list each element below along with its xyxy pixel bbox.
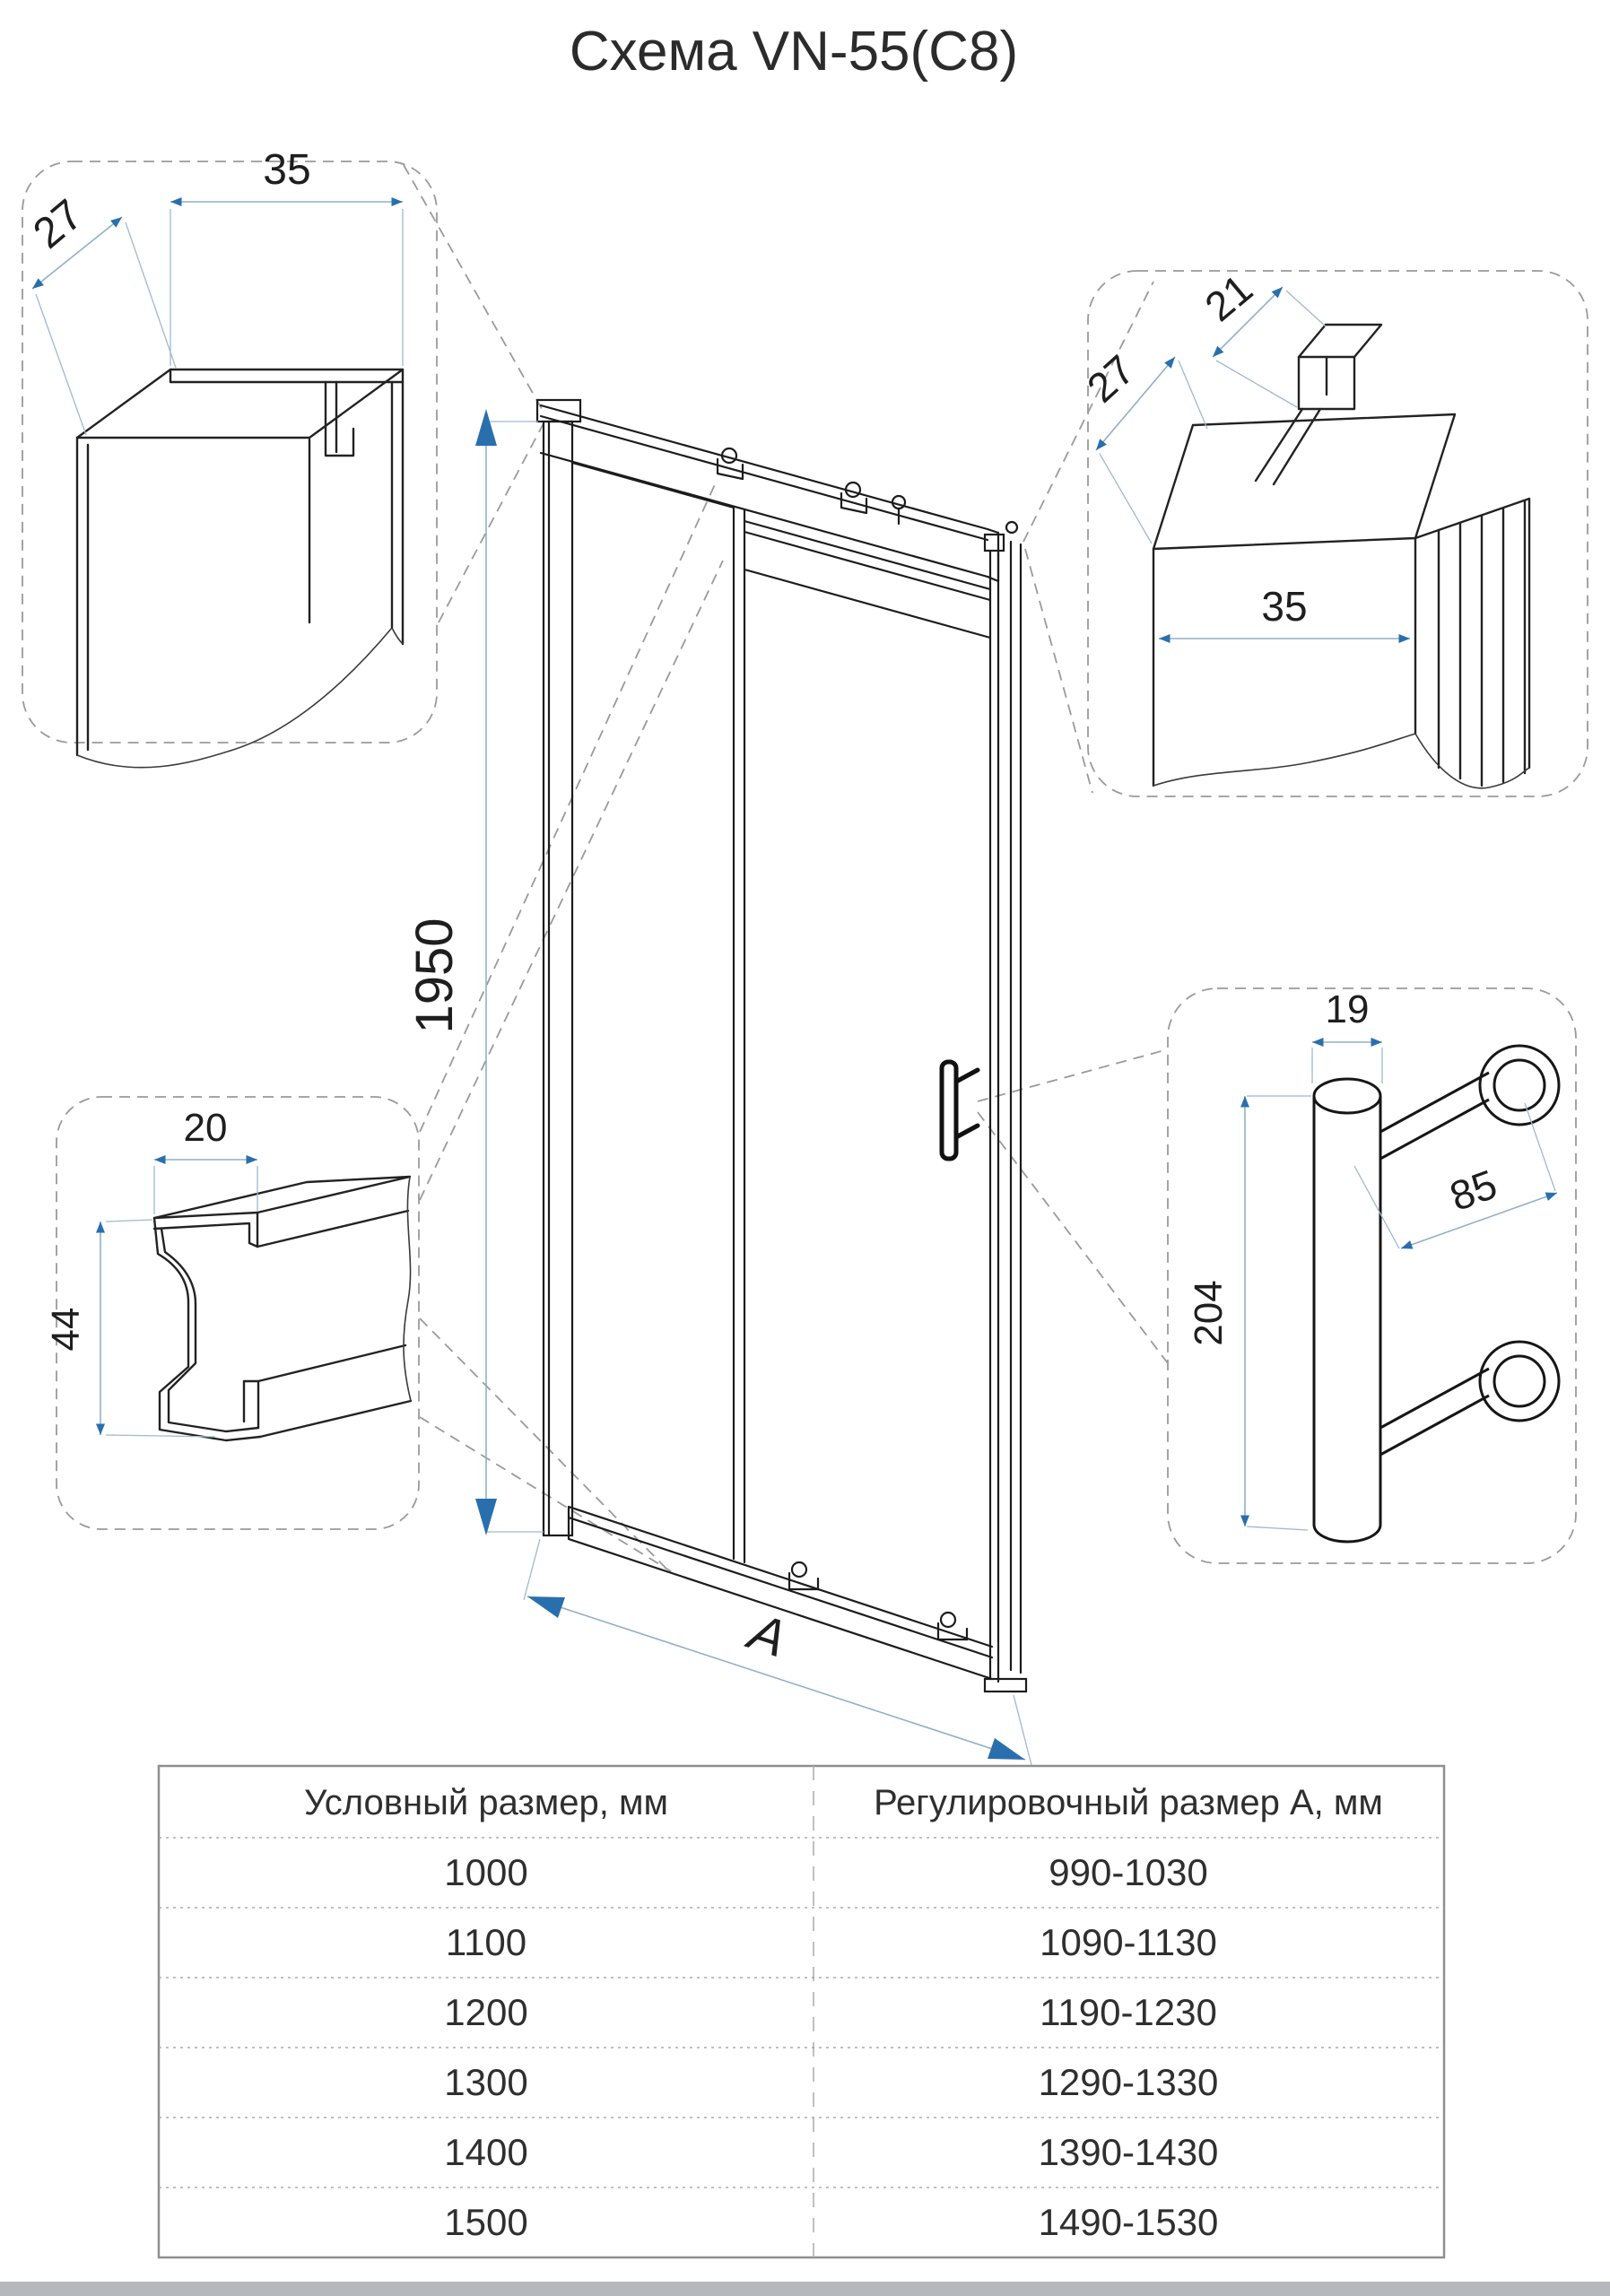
door-handle <box>942 1062 978 1159</box>
cell-adjust: 1390-1430 <box>1038 2131 1219 2173</box>
dim-door-width-label: A <box>742 1602 794 1669</box>
detail-box-handle <box>978 987 1576 1563</box>
size-table <box>159 1766 1444 2257</box>
table-row <box>444 1991 1217 2033</box>
cell-adjust: 1190-1230 <box>1040 1991 1217 2033</box>
wall-profile-drawing <box>1153 325 1529 786</box>
dim-wall-profile-tube: 21 <box>1196 265 1262 331</box>
top-track-profile-drawing <box>77 370 403 755</box>
table-header-adjust: Регулировочный размер А, мм <box>874 1783 1383 1822</box>
table-row <box>444 2061 1218 2103</box>
table-row <box>444 2201 1218 2243</box>
detail-box-top-track <box>22 146 544 768</box>
cell-nominal: 1200 <box>444 1991 528 2033</box>
cell-adjust: 1290-1330 <box>1038 2061 1219 2103</box>
table-header-nominal: Условный размер, мм <box>304 1783 668 1822</box>
dim-top-track-depth: 27 <box>24 190 92 258</box>
table-row <box>444 2131 1218 2173</box>
dim-wall-profile-width: 35 <box>1261 583 1308 630</box>
leader-line <box>439 423 544 622</box>
bottom-rail-profile-drawing <box>154 1177 411 1440</box>
dim-door-height <box>405 409 544 1535</box>
cell-nominal: 1400 <box>444 2131 528 2173</box>
dim-handle-length: 204 <box>1187 1280 1231 1346</box>
dim-bottom-rail-width: 20 <box>183 1106 228 1150</box>
handle-drawing <box>1314 1046 1559 1542</box>
leader-line <box>978 1112 1168 1363</box>
table-row <box>444 1851 1207 1893</box>
cell-adjust: 1490-1530 <box>1038 2201 1219 2243</box>
cell-nominal: 1100 <box>445 1921 527 1963</box>
track-bracket <box>718 448 743 479</box>
bottom-rail <box>569 1507 992 1679</box>
panel-divider <box>734 508 744 1562</box>
dim-wall-profile-depth: 27 <box>1077 345 1144 412</box>
detail-box-bottom-rail <box>44 483 723 1571</box>
cell-nominal: 1500 <box>444 2201 528 2243</box>
leader-line <box>1025 549 1092 793</box>
dim-door-width <box>524 1539 1031 1765</box>
leader-line <box>404 165 542 409</box>
leader-line <box>978 1049 1168 1101</box>
track-end-hook <box>892 496 905 524</box>
dim-handle-diameter: 19 <box>1325 987 1370 1031</box>
table-row <box>446 1921 1217 1963</box>
window-bottom-strip <box>0 2282 1610 2296</box>
leader-line <box>420 483 716 1132</box>
left-post <box>544 422 572 1535</box>
cell-adjust: 1090-1130 <box>1040 1921 1217 1963</box>
dim-top-track-width: 35 <box>263 146 311 194</box>
cell-nominal: 1000 <box>444 1851 528 1893</box>
track-bracket <box>841 483 866 513</box>
leader-line <box>420 1417 671 1571</box>
door-drawing <box>537 400 1026 1692</box>
cell-nominal: 1300 <box>444 2061 528 2103</box>
dim-door-height-label: 1950 <box>405 918 464 1034</box>
cell-adjust: 990-1030 <box>1049 1851 1208 1893</box>
page-title: Схема VN-55(C8) <box>569 21 1019 83</box>
detail-box-wall-profile <box>1023 265 1588 796</box>
dim-bottom-rail-height: 44 <box>44 1307 88 1352</box>
roller <box>938 1613 967 1639</box>
dim-handle-hole-spacing: 85 <box>1443 1160 1503 1221</box>
right-post <box>985 522 1026 1692</box>
